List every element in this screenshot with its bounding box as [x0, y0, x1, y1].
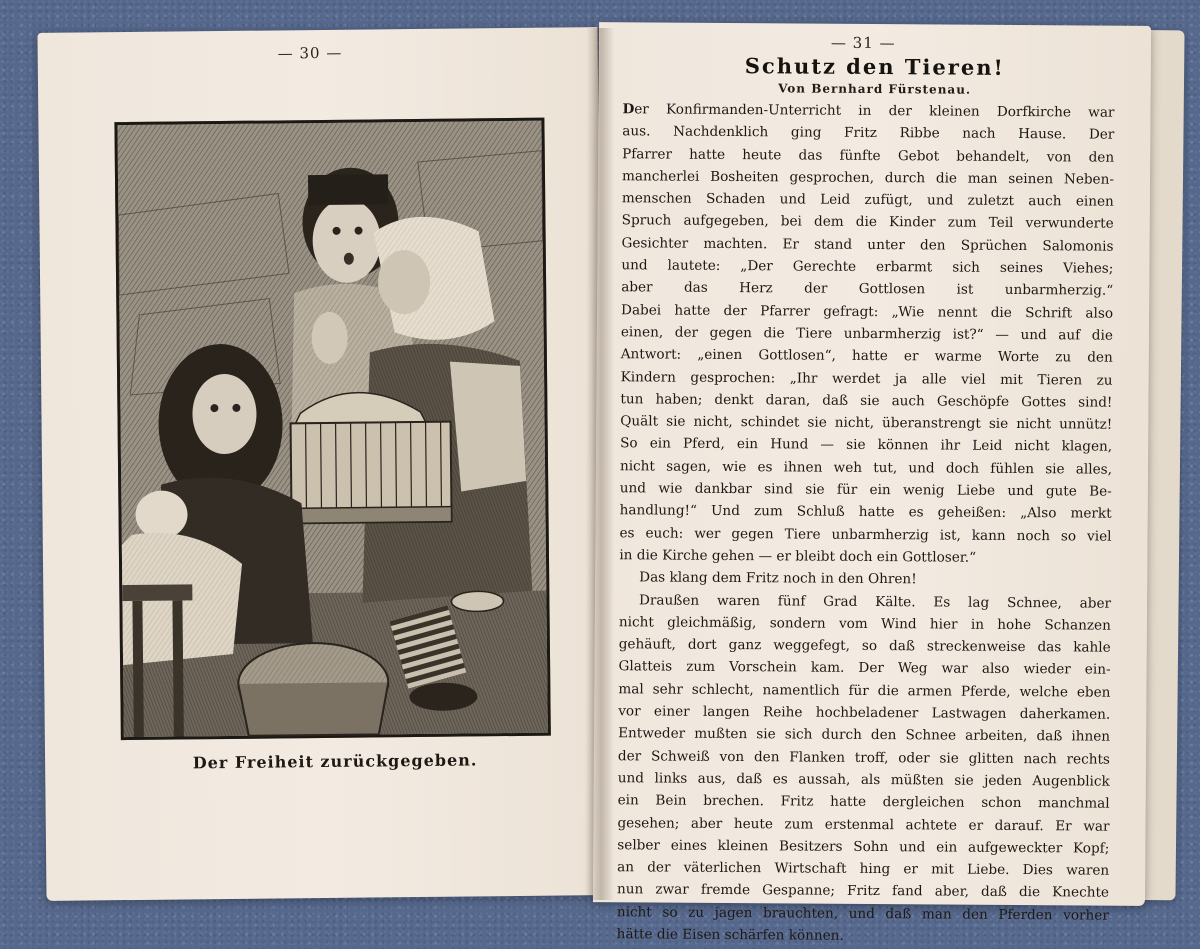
text-line: der Schweiß von den Flanken troff, oder sie glitten nach rechts — [617, 747, 1111, 768]
text-line: nicht sagen, wie es ihnen weh tut, und doch fühlen sie alles, — [619, 457, 1113, 478]
children-with-birdcage-illustration — [117, 121, 547, 737]
text-line: ein Bein brechen. Fritz hatte dergleichen schon manchmal — [617, 792, 1110, 812]
text-line: selber eines kleinen Besitzers Sohn und ein aufgeweckter Kopf; — [617, 837, 1110, 857]
text-line: Spruch aufgegeben, bei dem die Kinder zum Teil verwunderte — [621, 212, 1114, 233]
text-line: und wie dankbar sind sie für ein wenig Liebe und gute Be- — [619, 480, 1112, 500]
engraving-illustration — [114, 118, 550, 740]
text-line: handlung!“ Und zum Schluß hatte es geheißen: „Also merkt — [619, 502, 1112, 523]
right-page-number: — 31 — — [830, 33, 896, 53]
text-line: und lautete: „Der Gerechte erbarmt sich seines Viehes; — [621, 257, 1114, 277]
left-page — [37, 27, 606, 901]
text-line: Pfarrer hatte heute das fünfte Gebot behandelt, von den — [622, 145, 1115, 166]
text-line: Quält sie nicht, schindet sie nicht, überanstrengt sie nicht unnütz! — [620, 413, 1113, 433]
text-line: nun zwar fremde Gespanne; Fritz fand aber, daß die Knechte — [616, 881, 1110, 902]
text-line: menschen Schaden und Leid zufügt, und zuletzt auch einen — [621, 190, 1114, 210]
text-line: Draußen waren fünf Grad Kälte. Es lag Schnee, aber — [638, 591, 1112, 612]
story-author: Von Bernhard Fürstenau. — [778, 81, 972, 97]
text-line: aber das Herz der Gottlosen ist unbarmherzig.“ — [621, 279, 1114, 300]
text-line: Kindern gesprochen: „Ihr werdet ja alle viel mit Tieren zu — [620, 368, 1113, 389]
text-line: vor einer langen Reihe hochbeladener Lastwagen daherkamen. — [618, 703, 1111, 723]
text-line: in die Kirche gehen — er bleibt doch ein Gottloser.“ — [619, 547, 977, 566]
illustration-caption: Der Freiheit zurückgegeben. — [192, 750, 478, 773]
text-line: einen, der gegen die Tiere unbarmherzig ist?“ — und auf die — [620, 324, 1113, 344]
text-line: an der väterlichen Wirtschaft hing er mit Liebe. Dies waren — [617, 859, 1110, 879]
text-line: Das klang dem Fritz noch in den Ohren! — [639, 569, 917, 588]
text-line: tun haben; denkt daran, daß sie auch Geschöpfe Gottes sind! — [620, 391, 1113, 411]
left-page-number: — 30 — — [277, 43, 343, 63]
text-line: nicht gleichmäßig, sondern vom Wind hier in hohe Schanzen — [618, 614, 1111, 634]
text-line: gesehen; aber heute zum erstenmal achtete er darauf. Er war — [617, 814, 1110, 835]
story-text — [617, 98, 1115, 949]
text-line: Glatteis zum Vorschein kam. Der Weg war also wieder ein- — [618, 658, 1111, 679]
text-line: es euch: wer gegen Tiere unbarmherzig ist, kann noch so viel — [619, 524, 1112, 545]
text-line: aus. Nachdenklich ging Fritz Ribbe nach Hause. Der — [622, 123, 1115, 143]
text-line: mal sehr schlecht, namentlich für die armen Pferde, welche eben — [618, 680, 1111, 701]
text-line: Gesichter machten. Er stand unter den Sprüchen Salomonis — [621, 235, 1114, 255]
text-line: Entweder mußten sie sich durch den Schnee arbeiten, daß ihnen — [618, 725, 1111, 745]
text-line: nicht so zu jagen brauchten, und daß man den Pferden vorher — [616, 903, 1109, 924]
text-line: Der Konfirmanden-Unterricht in der kleinen Dorfkirche war — [622, 101, 1115, 121]
text-line: Antwort: „einen Gottlosen“, hatte er warme Worte zu den — [620, 346, 1113, 366]
text-line: hätte die Eisen schärfen können. — [616, 926, 844, 944]
text-line: gehäuft, dort ganz weggefegt, so daß streckenweise das kahle — [618, 636, 1111, 656]
text-line: mancherlei Bosheiten gesprochen, durch die man seinen Neben- — [621, 168, 1115, 188]
story-title: Schutz den Tieren! — [744, 53, 1005, 80]
text-line: So ein Pferd, ein Hund — sie können ihr Leid nicht klagen, — [620, 435, 1113, 456]
text-line: und links aus, daß es aussah, als müßten sie jeden Augenblick — [617, 770, 1110, 790]
right-page — [593, 22, 1151, 944]
text-line: Dabei hatte der Pfarrer gefragt: „Wie nennt die Schrift also — [621, 301, 1114, 322]
